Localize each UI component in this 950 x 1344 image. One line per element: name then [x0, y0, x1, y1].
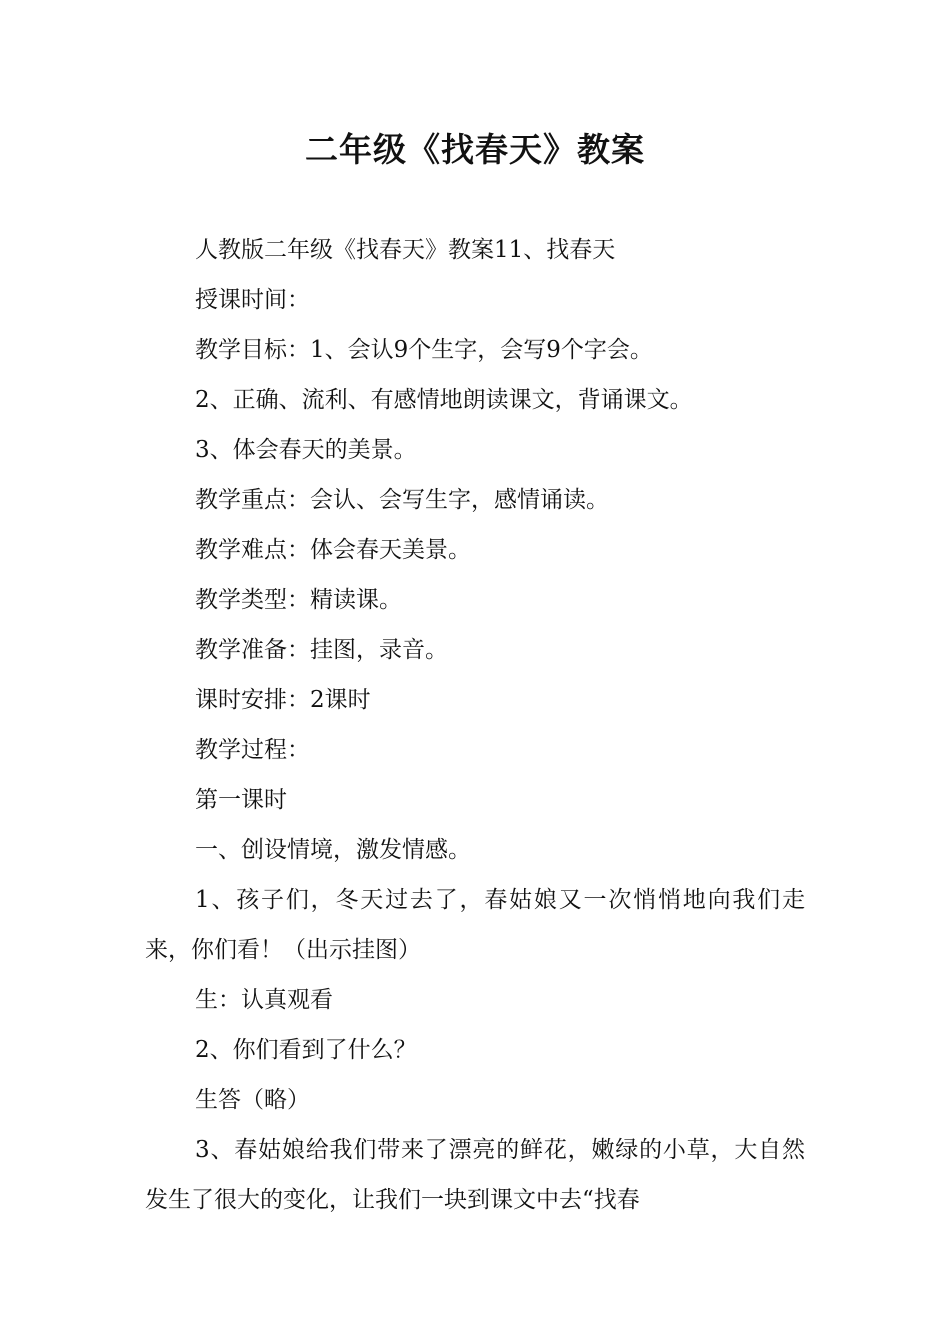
paragraph-11: 教学过程： [195, 737, 310, 763]
paragraph-9: 教学准备：挂图，录音。 [195, 637, 448, 663]
paragraph-15: 生：认真观看 [195, 987, 333, 1013]
paragraph-6: 教学重点：会认、会写生字，感情诵读。 [195, 487, 609, 513]
paragraph-2: 授课时间： [195, 287, 310, 313]
paragraph-12: 第一课时 [195, 787, 287, 813]
paragraph-10: 课时安排：2课时 [195, 687, 371, 713]
paragraph-14: 1、孩子们，冬天过去了，春姑娘又一次悄悄地向我们走来，你们看！（出示挂图） [145, 887, 805, 963]
paragraph-4: 2、正确、流利、有感情地朗读课文，背诵课文。 [195, 387, 693, 413]
paragraph-5: 3、体会春天的美景。 [195, 437, 417, 463]
paragraph-13: 一、创设情境，激发情感。 [195, 837, 471, 863]
paragraph-8: 教学类型：精读课。 [195, 587, 402, 613]
paragraph-1: 人教版二年级《找春天》教案11、找春天 [195, 237, 616, 263]
paragraph-7: 教学难点：体会春天美景。 [195, 537, 471, 563]
paragraph-16: 2、你们看到了什么？ [195, 1037, 417, 1063]
document-body [145, 225, 805, 1225]
paragraph-18: 3、春姑娘给我们带来了漂亮的鲜花，嫩绿的小草，大自然发生了很大的变化，让我们一块到课文中去“找春 [145, 1137, 805, 1213]
paragraph-3: 教学目标：1、会认9个生字，会写9个字会。 [195, 337, 653, 363]
document-title: 二年级《找春天》教案 [305, 130, 645, 169]
paragraph-17: 生答（略） [195, 1087, 310, 1113]
